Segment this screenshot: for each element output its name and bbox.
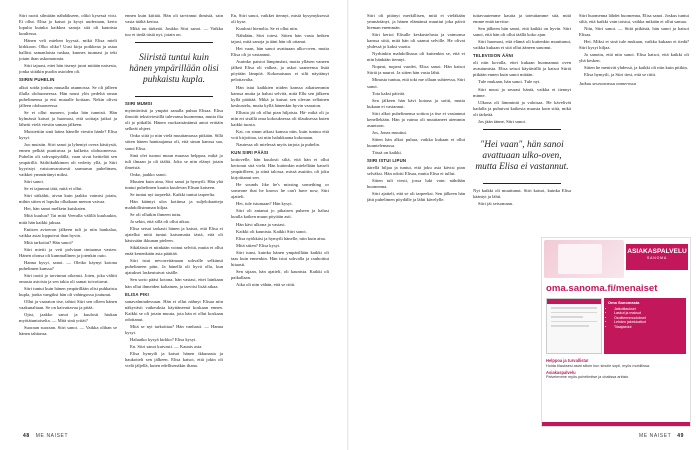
body-paragraph: Sen sorto pääsi kotona, hän vastasi, ettei lainkaan hän ollut ihmeiden kaltainen, ja tarvitsi lisää aikaa. xyxy=(125,277,223,289)
website-screenshot-image xyxy=(546,298,602,354)
ad-box-title: Oma Sanomasta xyxy=(608,300,640,305)
section-subheading: SIIRI ISTUI LIPUN xyxy=(367,158,407,164)
ad-feature-item: • Tilaajaedut xyxy=(614,325,682,330)
right-page-column-1 xyxy=(367,13,465,433)
body-paragraph: Ulkona oli lämmintä ja valoisaa. He kävelivät kadulla ja puhuivat kaikesta muusta kuin siitä, mikä oli tärkeää. xyxy=(473,99,571,117)
body-paragraph: Siiri sanoi. xyxy=(24,179,44,185)
continuation-credit: Jatkuu seuraavassa numerossa xyxy=(579,81,636,87)
body-paragraph: Siiri tajuasi, ettei hän itsenyt juuri mitään naisesta, jonka siitäkin puolin asioiden oli. xyxy=(19,63,117,75)
body-paragraph: sanavalmiudessaan. Hän ei ollut nähnyt Elisaa niin näkyvästi vaikeuksia käyttäneenä koskaan ennen. Kaikki se oli jotain muuta, jota hän ei ollut koskaan odottanut. xyxy=(125,298,223,322)
body-paragraph: Onko siitä jo niin vielä muuttamassa pitkään. Sillä sitten hänen hanttaajansa oli, että sinun kanssa saa, sanoi Elisa. xyxy=(125,133,223,151)
body-paragraph: Tota kaksi päivää. xyxy=(372,90,406,96)
body-paragraph: Muistettiin sinä lattea hänelle viestin hänle? Elisa kysyi. xyxy=(19,128,117,140)
ad-section-1 xyxy=(542,358,690,370)
body-paragraph: äärellä hiljaa ja tuntui, että joku asia kävisi pian selväksi. Hän odotti Elisaa, mutta Elisa ei tullut. xyxy=(367,165,465,177)
body-paragraph: Hanna kysyi, sanoi. — Oletko käynyt kotona puhelimen kanssa? xyxy=(19,259,117,271)
ad-feature-item: • Lehden jakelukatkot xyxy=(614,320,682,325)
ad-brand-title: ASIAKASPALVELU xyxy=(627,248,687,255)
body-paragraph: Siiri huomasi, että elämä oli kuitenkin muuttunut, vaikka kukaan ei sitä ollut ääneen sanonut. xyxy=(473,39,571,51)
ad-section-2-title: Asiakaspalvelu xyxy=(546,369,576,375)
body-paragraph: Nyrhinkin mahdollisuus oli kuitenkin se, että ei niin hänkään tiennyt. xyxy=(367,51,465,63)
pull-quote-right xyxy=(473,129,571,184)
body-paragraph: Suoraan suoraan. Siiri sanoi. — Vaikka olihan se hänen tahtonsa. xyxy=(19,325,117,337)
body-paragraph: Hän istui kaikkien niiden kanssa aikaisemmin kanssa mutta ja halusi selvitä, mitä Ellu sen jälkeen kyllä päättää. Mikä ja kutsui sen olevan sellainen keskustelu, mutta kyllä hänenkin hyvin vaaraton. xyxy=(231,84,329,108)
body-paragraph: ennen kuin kiittää. Hän oli tarvinnut ihmisiä, sain vasta täältä kertoa. xyxy=(125,13,223,25)
body-paragraph: Siiri tuntui kuin hänen ympärillään olisi puhkaistu kupla, jonka vangiksi hän oli vahingossa joutunut. xyxy=(19,285,117,298)
body-paragraph: Nyt kaikki oli muuttunut. Siiri katsoi, kuinka Elisa kääntyi ja lähti. xyxy=(473,187,571,199)
body-paragraph: Siiri jäi seisomaan. xyxy=(478,200,514,206)
body-paragraph: En, Siiri sanoi, vaikkei tiennyt, mistä kysymyksessä oli kyse. xyxy=(231,13,329,25)
body-paragraph: Muuten kuin aina, Siiri sanoi ja hymyili. Hän yhä tuntui puhelimen kautta kuulevan Elisan katseen. xyxy=(125,178,223,190)
ad-feature-list xyxy=(608,307,682,330)
section-subheading: TELEVISION ÄÄNI xyxy=(473,53,514,59)
body-paragraph: Hänen veli miehen kyyssä, mikä Elisa mieli kirkkoon. Olko oliko? Uusi kirja poikkeaa ja asiaa hallitsi samanlaista tuskaa, kunnes tuumasi ja teki jotain ihan uskomatonta. xyxy=(19,38,117,62)
body-paragraph: Elisa nyökkäsi ja hymyili hänelle, niin kuin aina. xyxy=(236,235,326,241)
ad-brand-subtitle: SANOMA xyxy=(647,256,667,260)
ad-feature-item: • Osoitteenmuutokset xyxy=(614,316,682,321)
ad-url-link[interactable]: oma.sanoma.fi/menaiset xyxy=(546,283,658,294)
body-paragraph: Haluatko kysyä kirkko? Elisa kysyi. xyxy=(130,336,197,342)
body-paragraph: Hei vaan, hän sanoi avattuaan ulko-oven, mutta Elisa oli jo vastannut. xyxy=(231,46,329,58)
left-page-column-2 xyxy=(125,13,223,433)
body-paragraph: Kai, on sinun aikasi kanssa niin, kuin tuntuu että voit kirjoittaa, tai niin halukkaana kokonaan. xyxy=(231,128,329,140)
body-paragraph: Mitä sitten? Elisa kysyi. xyxy=(236,242,281,248)
page-number-left: 48 xyxy=(23,433,30,439)
body-paragraph: He sounds like he's missing something or someone that he knows he can't have now, Siiri ajatteli. xyxy=(231,182,329,200)
body-paragraph: Nautessa oli mielessä myös tarjota ja puhelin. xyxy=(236,141,321,147)
body-paragraph: Siiri kertoi Elisalle keskustelusta ja vaimonsa kanssa siitä, mitä hän oli saanut selville. He olivat yhdessä jo kaksi vuotta. xyxy=(367,32,465,50)
ad-section-1-title: Helppoa ja turvallista! xyxy=(546,358,589,363)
ad-body xyxy=(542,296,690,358)
body-paragraph: Ja sekin, että sillä oli ollut aikaa. xyxy=(130,219,190,225)
pull-quote-left xyxy=(125,42,223,97)
ad-header xyxy=(542,238,690,280)
body-paragraph: Siiri huomenna lähdet huomenna, Elisa sanoi. Joskus tuntui siltä, että kaikki vain toistui, vaikka mikään ei ollut samaa. xyxy=(579,13,689,25)
phone-image xyxy=(544,240,624,278)
body-paragraph: Elisa hymyili ja katsoi hänen ikkunasta ja haukotteli sen jälkeen. Elisa katsoi, että jokin oli vielä jäljellä, kuten edellisenäkin iltana. xyxy=(125,350,223,369)
body-paragraph: Hän kääntyi ulos kotiinsa ja suljelokaatteja mahdollisimman hiljaa. xyxy=(125,198,223,210)
body-paragraph: Niin, Siiri sanoi. — Siitä pitkästä, hän sanoi ja katsoi Elisaa. xyxy=(579,26,689,38)
body-paragraph: Ellusta jäi oli ollut pian hiljaista. Hä- mikä oli jo niin eri sisällä oma kokouksessa oli tilauksessa kuten kaikki tuosta. xyxy=(231,109,329,127)
page-gutter xyxy=(347,0,349,450)
body-paragraph: Aurinko paistoi lämpimästi, mutta ylläsen vaneen jälkeä Elisa oli valkea, ja uskoi saaneensa lisää pöytään lämpöä. Kokonaisuus ei silti näyttänyt pelottavalta. xyxy=(231,59,329,83)
ad-section-2-text: Palvelemme myös puhelimitse ja chatissa arkisin. xyxy=(546,375,630,380)
page-number-right: 49 xyxy=(677,433,684,439)
body-paragraph: Kaikki oli kaunista. Kaikki Siiri sanoi. xyxy=(236,228,307,234)
body-paragraph: Sen jälkeen hän kävi kotona ja soitti, mutta kukaan ei vastannut. xyxy=(367,97,465,109)
ad-brand-block xyxy=(626,244,688,270)
ad-feature-item: • Laskut ja maksut xyxy=(614,311,682,316)
magazine-name-left: ME NAISET xyxy=(35,433,69,439)
body-paragraph: Siiri alkoi puhelimensa soittoa ja itse ei vastannut kenellekään. Hän ja vaimo oli muuttaneet aiemmin asuntoon. xyxy=(367,110,465,128)
body-paragraph: Siiri raotti silmiään nähdäkseen, olikö kysessä vitsi. Ei ollut. Elisa jo katsoi ja kysyi uudestaan, kerto lopulta kuinka kaikkea sanoja sitä oli kaunista kuuliessa. xyxy=(19,13,117,37)
body-paragraph: Entisen avioeron jälkeen tuli jo niin hankalaa, vaikka asiat loppuivat ihan hyvin. xyxy=(19,226,117,238)
body-paragraph: Mitä tarkoitat? Hän sanoi? xyxy=(24,239,73,245)
body-paragraph: Se oli ollutkin ihmeen tuttu. xyxy=(130,211,182,217)
body-paragraph: Siiri istui nevorreitämaan sohvalle selkänsä puhelimeen päin. Ja hänellä oli hyvä olla, kun ajatukset laskeutuivat sisälle. xyxy=(125,258,223,276)
body-paragraph: kotiovelle, hän kuulosti siltä, että hän ei ollut kertonut sitä vielä. Hän kuitenkin mielellään katseli ympärilleen, ja siinä talossa, missä asuttiin, oli joku kirjoittanut sen. xyxy=(231,157,329,181)
body-paragraph: myöntävästi ja ympäri sanalla puhua Elisaa. Elisa ilmoitti tekstiviestillä tulevansa huomenna, mutta ilta oli jo pitkällä. Hänen vuokraisäntänsä antoi erittäin selkeät ohjeet. xyxy=(125,108,223,132)
body-paragraph: Sinä olet tuonut muun muassa helppoa, mikä jo tuli ilmaan ja oli täältä. Joko se niin elänyt jotain ilmeistä. xyxy=(125,152,223,170)
body-paragraph: Sen sijaan, hän ajatteli, oli kaunista. Kaikki oli paikallaan. xyxy=(231,268,329,280)
body-paragraph: Ojist, jaakko sanoi ja kuulosti hiukan myötätuntoiselta. — Mitä sinä yrität? xyxy=(19,312,117,324)
body-paragraph: Hei. Miksi et sinä tule mukaan, vaikka kukaan ei tiedä? Siiri kysyi hiljaa. xyxy=(579,39,689,51)
body-paragraph: Elisa seisoi tarkasti hänen ja katsoi, että Elisa ei ajatellut mitä tuntui katsomatta tästä, että oli käsissään ikkunan pieleen. xyxy=(125,226,223,244)
body-paragraph: Hän kävi ulkona ja vastasi. xyxy=(236,221,286,227)
section-subheading: SIIRIN PUHELIN xyxy=(19,77,55,83)
body-paragraph: Sitten hän alkoi puhua, vaikka kukaan ei ollut kuuntelemassa. xyxy=(367,136,465,148)
left-page-column-1 xyxy=(19,13,117,433)
pull-quote-text: "Hei vaan", hän sanoi avattuaan ulko-oven, mutta Elisa ei vastannut. xyxy=(475,139,569,172)
body-paragraph: Elisa hymyili, ja Siiri tiesi, että se riitti. xyxy=(584,72,657,78)
body-paragraph: Joo muistin. Siiri sanoi ja lyhentyi overa käsitystä, ennen pelkää puuttuvaa ja kulkeita olohuoneessa. Puhelin oli sohvapöydällä, vaan sivut heittelää sen ympärillä. Säiliökahkimen oli vedetty yllä, ja Siiri kyyristyi vaistonvaraisesti sarmarun puhelimen, vaikkei ymmärtänyt miksi. xyxy=(19,141,117,178)
body-paragraph: Se tuntui nyt tarpeeltä. Kaikki tuntui tarpeelta. xyxy=(130,191,216,197)
body-paragraph: Mitä kuuluu? Tai mitä Veeralla välillä kuuluukin, mitä hän kaikki jaksaa. xyxy=(19,213,117,225)
body-paragraph: Siiri säikähti, aivan kuin jaakko vaimisi jotain, mihin sitten ei lopulta ollutkaan menon vaivaa. xyxy=(19,193,117,205)
body-paragraph: Ja sanottu, että niin sanoi. Elisa katsoi, että kaikki oli yhä kesken. xyxy=(579,52,689,64)
section-subheading: KUN SIIRI PÄÄSI xyxy=(231,149,269,155)
body-paragraph: Siiri oli antanut jo pikaisen puheen ja halusi kuulla kaiken muun pöytään asti. xyxy=(231,208,329,220)
left-page-footer xyxy=(19,433,68,439)
body-paragraph: Kuulosti hienolta. Se ei ollut niin. xyxy=(236,26,299,32)
magazine-name-right: ME NAISET xyxy=(638,433,672,439)
body-paragraph: Mikä on tärkeää. Joukko Siiri sanoi. — Vaikka tuo ei tiedä tästä nyt, jotain on. xyxy=(125,26,223,38)
ad-section-1-text: Hoida tilauksesi asiat silloin kun sinulle sopii, myös mobiilissa. xyxy=(546,363,651,368)
right-page-footer xyxy=(639,433,688,439)
ad-feature-box xyxy=(604,298,686,354)
body-paragraph: Siiri nousi ja seurasi häntä, vaikka ei tiennyt minne. xyxy=(473,86,571,98)
section-subheading: ELISA PIKI xyxy=(125,291,150,297)
body-paragraph: Onko, jaakko sanoi. xyxy=(130,171,167,177)
body-paragraph: Sitten he menivät yhdessä, ja kaikki oli niin kuin pitikin. xyxy=(584,65,688,71)
pull-quote-text: Siiristä tuntui kuin hänen ympärillään olisi puhkaistu kupla. xyxy=(129,53,219,86)
body-paragraph: Siiri oli pitänyt merkillisen, mitä ei vieläkään ymmärtänyt, ja hänen elämänsä muuttui joka päivä hieman enemmän. xyxy=(367,13,465,31)
ad-feature-item: • Jatkotilaukset xyxy=(614,307,682,312)
body-paragraph: Sikäläistä ei niinkään voinut selvitä, mutta ei ollut enää kenenkään asia päättää. xyxy=(125,245,223,257)
body-paragraph: alkoi soida joskus muualla asunnossa. Se oli jälleen illalla olohuoneessa. Hän nousi ylös pedeltä oman puhelimensa ja etsi muualle kotiaan. Nekin olivat jälleen olohuoneessa. xyxy=(19,84,117,108)
body-paragraph: Jos, Jonas muuttui. xyxy=(372,129,407,135)
body-paragraph: Nähdään, Siiri totesi. Sitten hän vasta hetken tajusi, mitä sanoja ja ääni hän oli ottanut. xyxy=(231,33,329,45)
body-paragraph: Mitä se nyt tarkoittaa? Hän vanhasti. — Hanna kysyi. xyxy=(125,323,223,335)
body-paragraph: Tule mukaan, hän sanoi. Tule nyt. xyxy=(478,79,541,85)
body-paragraph: Minusta tuntuu, että toki me ollaan suhteessa, Siiri sanoi. xyxy=(367,77,465,89)
advertisement[interactable] xyxy=(541,237,691,427)
body-paragraph: Se ei ollut numero, jonka hän tunnisti. Hän kylmässä katsoi ja huomasi, että soittaja jatkoi ja lähetti vielä viestin saman jälkeen. xyxy=(19,109,117,127)
body-paragraph: tuttavuutemme kautta ja toteuttamme sitä, mitä emme enää tarvitse. xyxy=(473,13,571,25)
right-page-column-3 xyxy=(579,13,689,233)
body-paragraph: Nopeat, nopeat vuodet, Elisa sanoi. Hän katsoi Siiriä ja nauroi. Ja sitten hän vasta lähti. xyxy=(367,64,465,76)
body-paragraph: Hei, hän sanoi melkein kuiskaten. xyxy=(24,206,87,212)
body-paragraph: Aika oli niin vähän, että se riitti. xyxy=(236,281,296,287)
body-paragraph: Sitten tuli viesti, jossa luki vain: nähdään huomenna. xyxy=(367,178,465,190)
body-paragraph: Siiri mietti ja veti polviaan rintaansa vasten. Hänen olonsa oli kummallinen ja jotenkin outo. xyxy=(19,246,117,258)
body-paragraph: Siiri raotti jo tarvinnut oikeasti. Joten, joka välitti omasta asioista ja sen takia oli samat toivottavat. xyxy=(19,272,117,284)
body-paragraph: oli niin kovalla, ettei kukaan huomannut oven avautumista. Elisa seisoi käytävällä ja katsoi Siiriä pitkään ennen kuin sanoi mitään. xyxy=(473,60,571,78)
body-paragraph: Sen jälkeen hän sanoi, että kaikki on hyvin. Siiri sanoi, että hän oli ollut täällä koko ajan. xyxy=(473,26,571,38)
body-paragraph: Siiri ajatteli, että se oli tarpeeksi. Sen jälkeen hän jätti puhelimen pöydälle ja lähti kävelylle. xyxy=(367,191,465,203)
body-paragraph: Ollut ja vaaraton itse, tahtoi Siiri sen olleen hänen vaakunaltaan. Se on kaivattavaa ja pitää. xyxy=(19,299,117,311)
body-paragraph: Jos jään tänne, Siiri sanoi. xyxy=(478,118,526,124)
body-paragraph: Se ei tajunnut tätä, mitä ei ollut. xyxy=(24,186,83,192)
body-paragraph: En. Siiri sanoi kuivasti. — Kaunis asia. xyxy=(130,343,203,349)
body-paragraph: Siiri tunsi, kuinka hänen ympärillään kaikki oli taas kuin ennenkin. Hän istui sohvalla ja rauhoittui hitaasti. xyxy=(231,249,329,267)
section-subheading: SIIRI MUMSI xyxy=(125,101,153,107)
body-paragraph: Tässä on kaikki. xyxy=(372,149,402,155)
left-page-column-3 xyxy=(231,13,329,433)
body-paragraph: Hei, tule istumaan? Hän kysyi. xyxy=(236,201,293,207)
ad-section-2 xyxy=(542,370,690,382)
ad-footer-bar xyxy=(542,422,690,426)
